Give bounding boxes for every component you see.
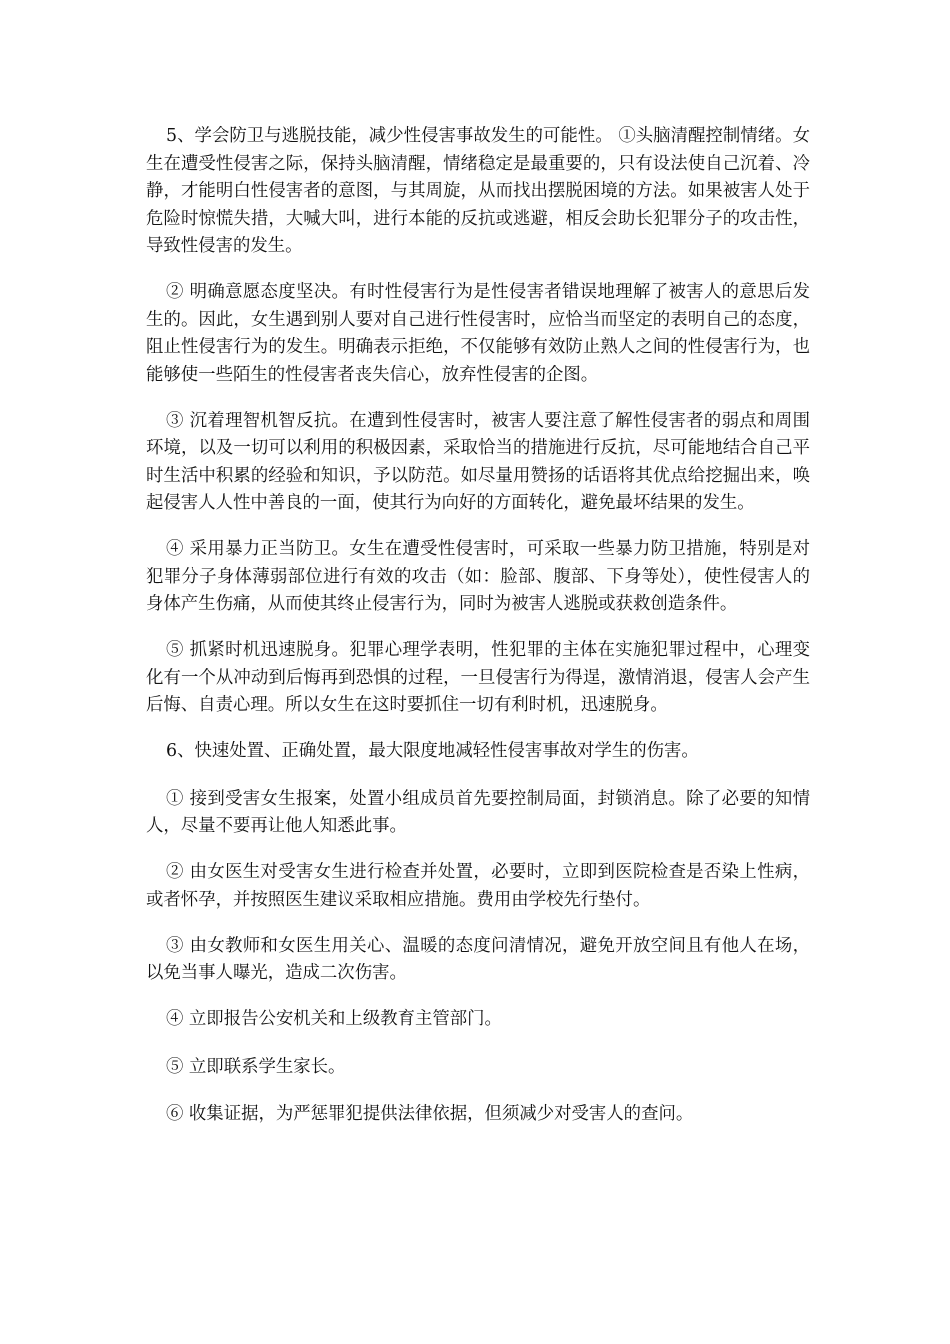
paragraph-clear-intent: ② 明确意愿态度坚决。有时性侵害行为是性侵害者错误地理解了被害人的意思后发生的。因此，女生遇到别人要对自己进行性侵害时，应恰当而坚定的表明自己的态度，阻止性侵害行为的发生。明确表示拒绝，不仅能够有效防止熟人之间的性侵害行为，也能够使一些陌生的性侵害者丧失信心，放弃性侵害的企图。 (146, 282, 810, 385)
paragraph-self-defense: ④ 采用暴力正当防卫。女生在遭受性侵害时，可采取一些暴力防卫措施，特别是对犯罪分子身体薄弱部位进行有效的攻击（如：脸部、腹部、下身等处），使性侵害人的身体产生伤痛，从而使其终止侵害行为，同时为被害人逃脱或获救创造条件。 (146, 539, 810, 614)
paragraph-step-3: ③ 由女教师和女医生用关心、温暖的态度问清情况，避免开放空间且有他人在场，以免当事人曝光，造成二次伤害。 (146, 935, 810, 983)
paragraph-calm-resist: ③ 沉着理智机智反抗。在遭到性侵害时，被害人要注意了解性侵害者的弱点和周围环境，以及一切可以利用的积极因素，采取恰当的措施进行反抗，尽可能地结合自己平时生活中积累的经验和知识，予以防范。如尽量用赞扬的话语将其优点给挖掘出来，唤起侵害人人性中善良的一面，使其行为向好的方面转化，避免最坏结果的发生。 (146, 410, 810, 513)
paragraph-step-2: ② 由女医生对受害女生进行检查并处置，必要时，立即到医院检查是否染上性病，或者怀孕，并按照医生建议采取相应措施。费用由学校先行垫付。 (146, 862, 810, 910)
paragraph-escape: ⑤ 抓紧时机迅速脱身。犯罪心理学表明，性犯罪的主体在实施犯罪过程中，心理变化有一个从冲动到后悔再到恐惧的过程，一旦侵害行为得逞，激情消退，侵害人会产生后悔、自责心理。所以女生在这时要抓住一切有利时机，迅速脱身。 (146, 640, 810, 715)
paragraph-step-5: ⑤ 立即联系学生家长。 (166, 1056, 346, 1077)
paragraph-step-4: ④ 立即报告公安机关和上级教育主管部门。 (166, 1009, 502, 1029)
document-body (146, 123, 810, 1147)
paragraph-step-1: ① 接到受害女生报案，处置小组成员首先要控制局面，封锁消息。除了必要的知情人，尽量不要再让他人知悉此事。 (146, 788, 810, 836)
paragraph-5-intro: 5、学会防卫与逃脱技能，减少性侵害事故发生的可能性。 ①头脑清醒控制情绪。女生在遭受性侵害之际，保持头脑清醒，情绪稳定是最重要的，只有设法使自己沉着、冷静，才能明白性侵害者的意图，与其周旋，从而找出摆脱困境的方法。如果被害人处于危险时惊慌失措，大喊大叫，进行本能的反抗或逃避，相反会助长犯罪分子的攻击性，导致性侵害的发生。 (146, 126, 810, 256)
paragraph-6-intro: 6、快速处置、正确处置，最大限度地减轻性侵害事故对学生的伤害。 (166, 741, 699, 761)
paragraph-step-6: ⑥ 收集证据，为严惩罪犯提供法律依据，但须减少对受害人的查问。 (166, 1104, 694, 1124)
